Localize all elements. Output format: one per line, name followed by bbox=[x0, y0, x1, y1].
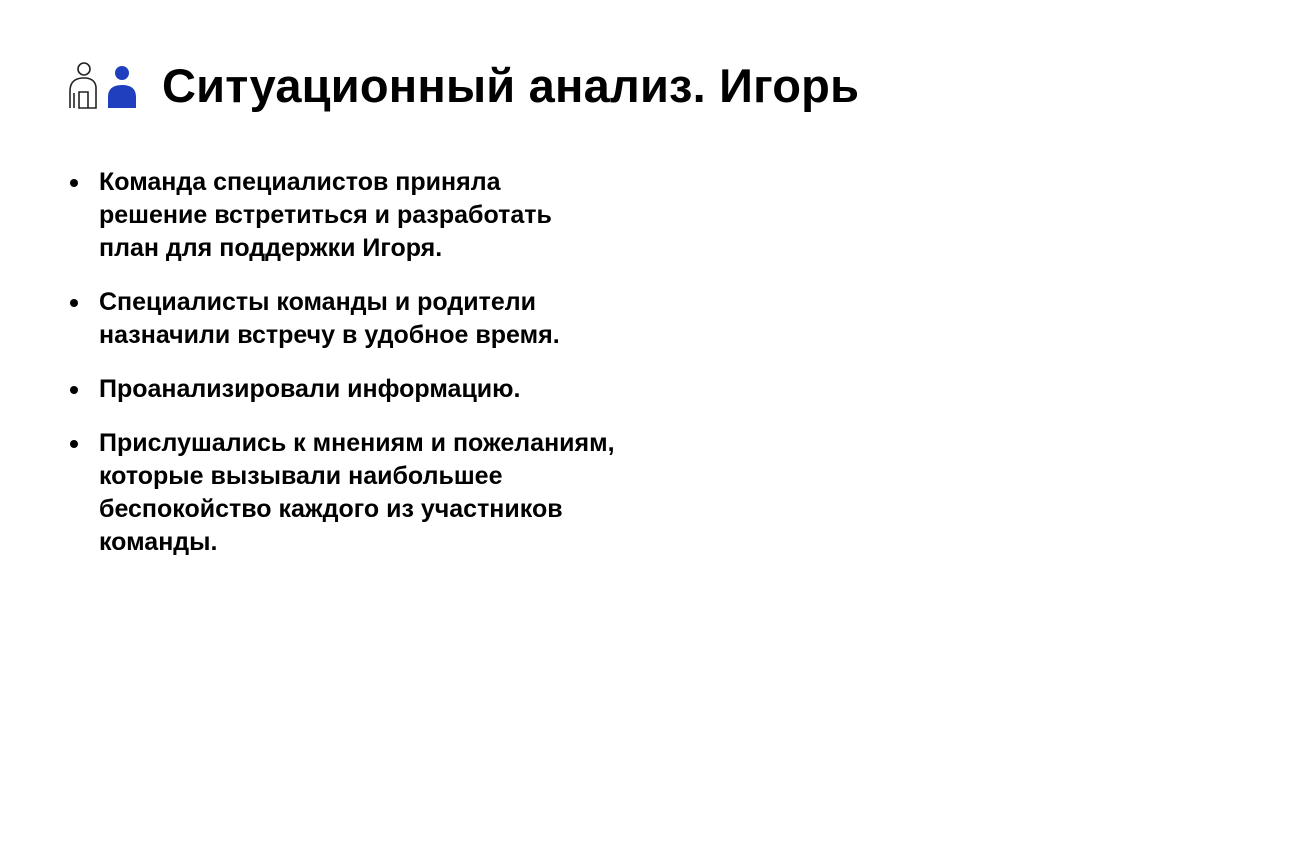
bullet-dot bbox=[70, 386, 78, 394]
list-item bbox=[66, 166, 686, 265]
list-item bbox=[66, 286, 686, 352]
people-consultation-icon bbox=[66, 61, 138, 111]
bullet-text: Специалисты команды и родители назначили встречу в удобное время. bbox=[99, 288, 560, 349]
bullet-text: Прислушались к мнениям и пожеланиям, которые вызывали наибольшее беспокойство каждого из участников команды. bbox=[99, 429, 615, 556]
bullet-dot bbox=[70, 440, 78, 448]
list-item bbox=[66, 373, 686, 406]
slide-header bbox=[66, 56, 859, 116]
bullet-dot bbox=[70, 299, 78, 307]
bullet-text: Проанализировали информацию. bbox=[99, 375, 521, 403]
slide-title: Ситуационный анализ. Игорь bbox=[162, 59, 860, 112]
bullet-dot bbox=[70, 179, 78, 187]
bullet-text: Команда специалистов приняла решение встретиться и разработать план для поддержки Игоря. bbox=[99, 168, 552, 262]
bullet-list bbox=[66, 166, 686, 580]
list-item bbox=[66, 427, 686, 559]
